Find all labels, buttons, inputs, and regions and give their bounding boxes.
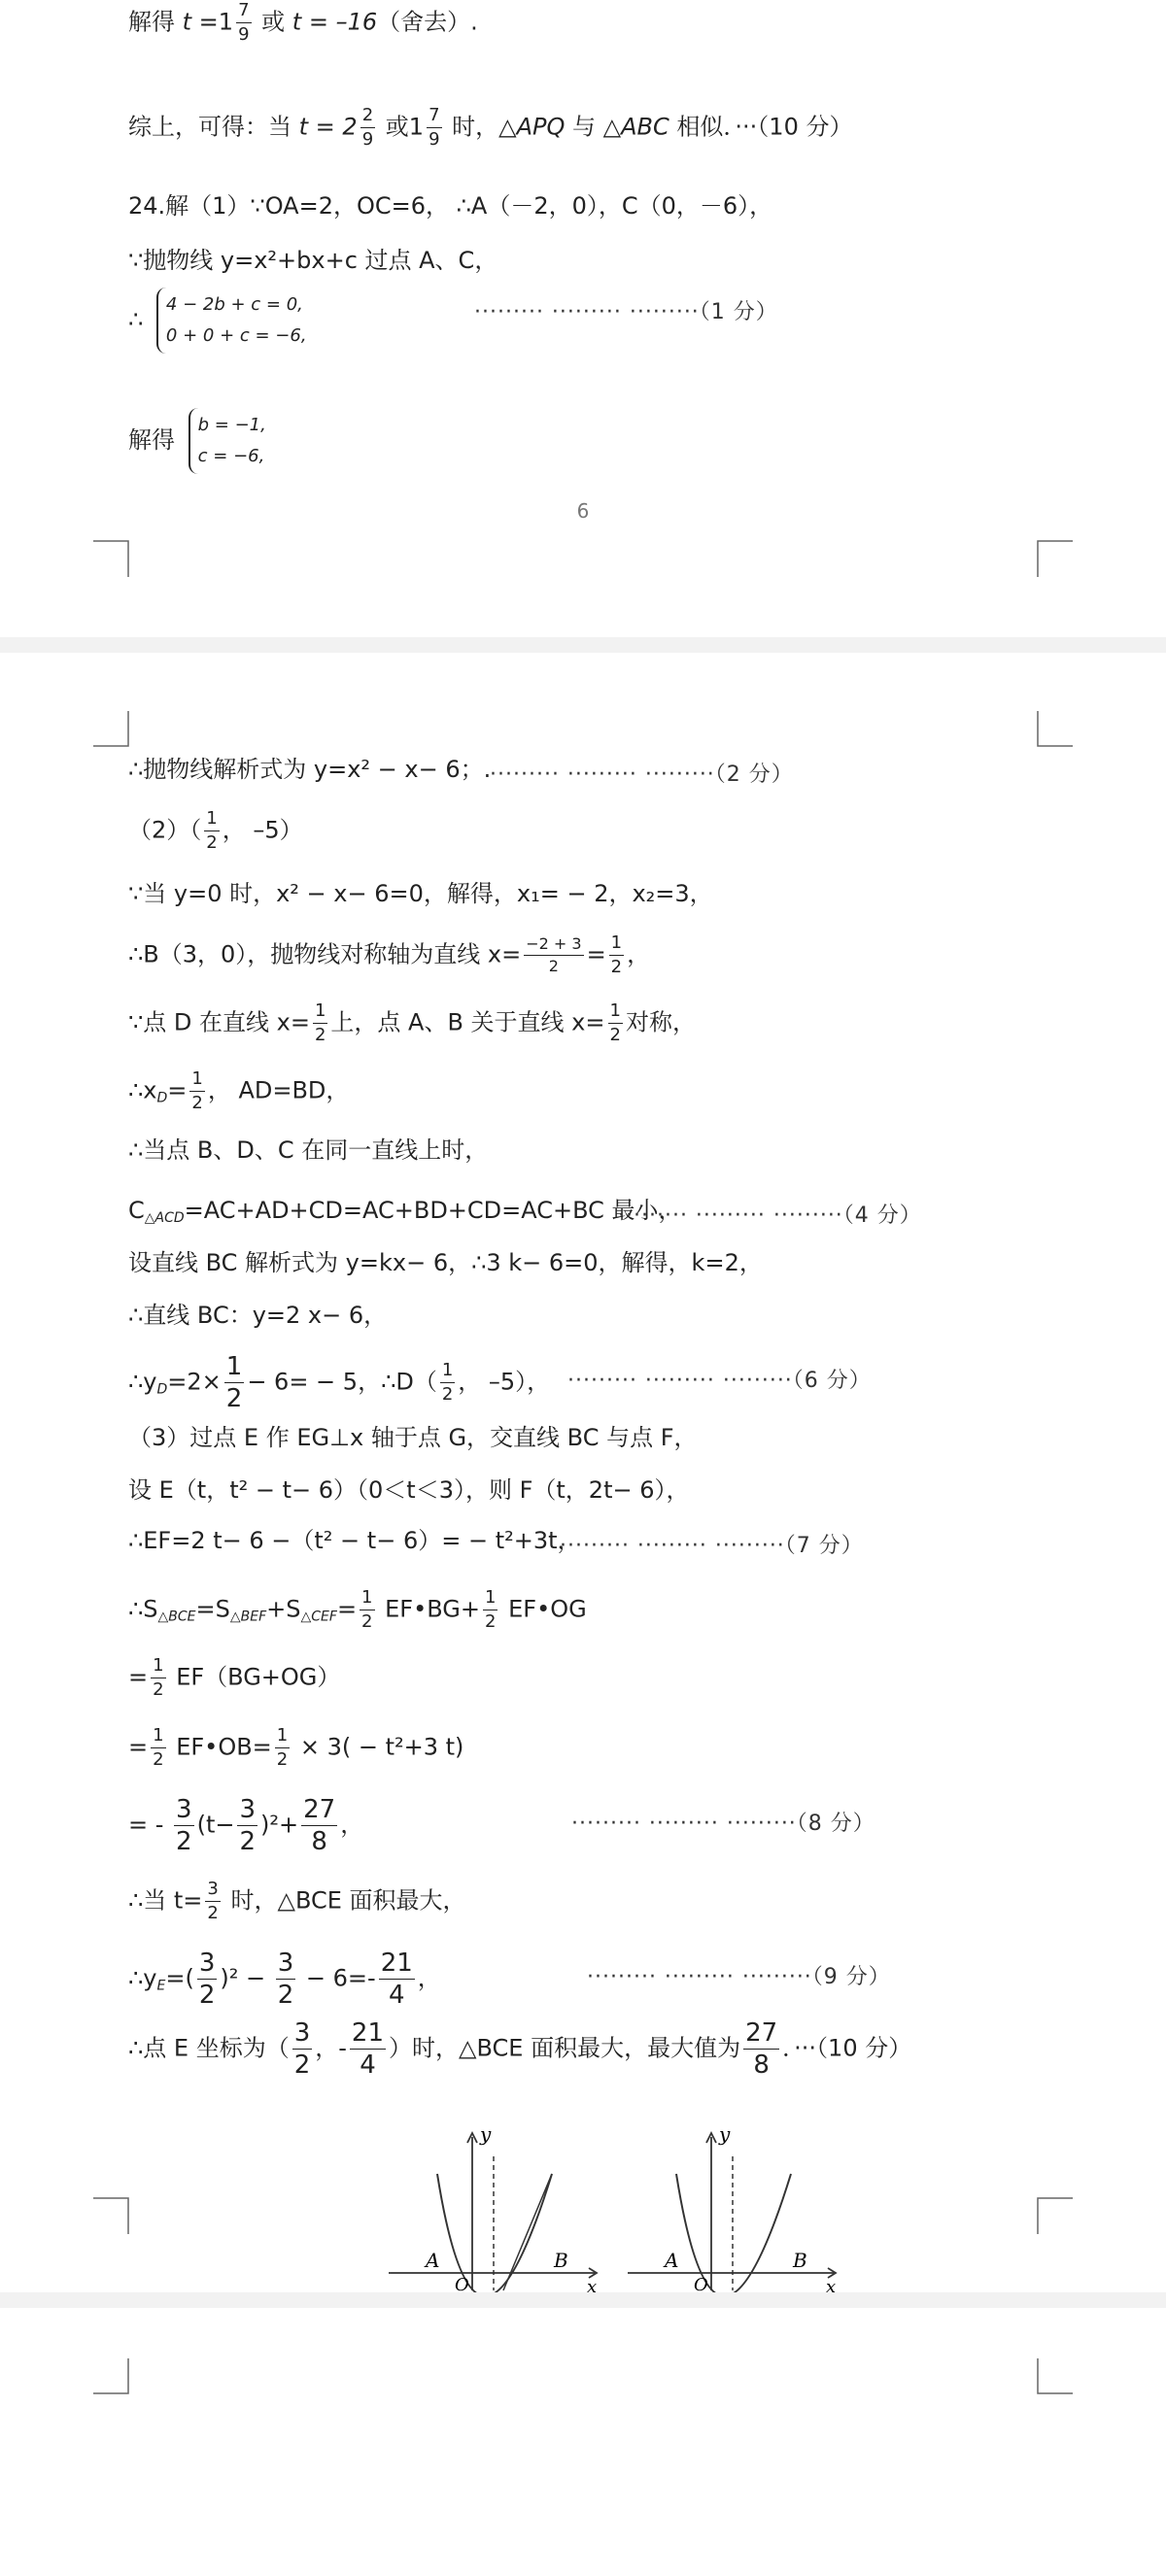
collinear-line: ∴当点 B、D、C 在同一直线上时， (128, 1136, 489, 1164)
solution-system: 解得 b = −1, c = −6, (128, 408, 266, 474)
point-d-line: ∵点 D 在直线 x= $\frac{1}{2}$ 上，点 A、B 关于直线 x= $\frac{1}{2}$ 对称， (128, 1000, 696, 1045)
area-step-3: = $\frac{1}{2}$ EF•OB= $\frac{1}{2}$ × 3( − t²+3 t) (128, 1725, 464, 1770)
point-b-label: B (793, 2249, 807, 2272)
parabola-through-line: ∵抛物线 y=x²+bx+c 过点 A、C， (128, 247, 498, 274)
corner-mark-icon (1036, 711, 1075, 750)
t-solution-line: 解得 t =1 $\frac{7}{9}$ 或 t = –16（舍去）. (128, 0, 478, 45)
document-page-8 (0, 2308, 1166, 2576)
score-2: ········· ········· ·········（2 分） (490, 763, 794, 787)
origin-label: O (694, 2275, 708, 2292)
area-sum-line: $\therefore S_{\triangle BCE}=S_{\triangle BEF}+S_{\triangle CEF}=$ $\frac{1}{2}$ EF•BG+ $\frac{1}{2}$ EF•OG (128, 1587, 587, 1632)
parabola-figure-2 (618, 2127, 841, 2292)
x-axis-label: x (826, 2277, 837, 2292)
corner-mark-icon (93, 540, 132, 579)
corner-mark-icon (93, 2197, 132, 2236)
x-axis-label: x (587, 2277, 598, 2292)
point-a-label: A (426, 2249, 440, 2272)
yd-line: $\therefore y_D=2\times$ $\frac{1}{2}$ − 6= − 5，∴D（ $\frac{1}{2}$ ， –5）， (128, 1352, 551, 1413)
part-3-line: （3）过点 E 作 EG⊥x 轴于点 G，交直线 BC 与点 F， (128, 1424, 698, 1451)
corner-mark-icon (1036, 540, 1075, 579)
document-page-6 (0, 0, 1166, 637)
bc-setup-line: 设直线 BC 解析式为 y=kx− 6，∴3 k− 6=0，解得，k=2， (128, 1249, 763, 1276)
parabola-expression-line: ∴抛物线解析式为 y=x² − x− 6；. (128, 756, 492, 783)
origin-label: O (455, 2275, 469, 2292)
corner-mark-icon (1036, 2358, 1075, 2397)
bc-line: ∴直线 BC：y=2 x− 6， (128, 1302, 388, 1329)
summary-line: 综上，可得：当 t = 2 $\frac{2}{9}$ 或1 $\frac{7}{9}$ 时，△APQ 与 △ABC 相似．···（10 分） (128, 105, 853, 150)
axis-line: ∴B（3，0），抛物线对称轴为直线 x= $\frac{-2 + 3}{2}$ = $\frac{1}{2}$ ， (128, 932, 651, 977)
score-7: ········· ········· ·········（7 分） (560, 1534, 864, 1558)
score-4: ········· ········· ·········（4 分） (618, 1203, 922, 1228)
score-8: ········· ········· ·········（8 分） (571, 1812, 875, 1836)
area-vertex-form: = - $\frac{3}{2}$ (t− $\frac{3}{2}$ )²+ $\frac{27}{8}$ ， (128, 1795, 364, 1856)
corner-mark-icon (93, 2358, 132, 2397)
document-page-7 (0, 653, 1166, 2292)
roots-line: ∵当 y=0 时，x² − x− 6=0，解得，x₁= − 2，x₂=3， (128, 880, 713, 907)
y-axis-label: y (719, 2127, 731, 2146)
score-1: ········· ········· ·········（1 分） (474, 300, 778, 324)
score-9: ········· ········· ·········（9 分） (587, 1965, 891, 1989)
corner-mark-icon (93, 711, 132, 750)
part-2-answer: （2）（ $\frac{1}{2}$ ， –5） (128, 808, 303, 853)
max-t-line: ∴当 t= $\frac{3}{2}$ 时，△BCE 面积最大， (128, 1879, 466, 1923)
parabola-figure-1 (379, 2127, 602, 2292)
question-24-line: 24.解（1）∵OA=2，OC=6， ∴A（－2，0），C（0，－6）， (128, 192, 773, 220)
score-6: ········· ········· ·········（6 分） (567, 1369, 872, 1393)
perimeter-line: $C_{\triangle ACD}=AC+AD+CD=AC+BD+CD=AC+BC$ 最小， (128, 1197, 682, 1226)
xd-line: $\therefore x_D=$ $\frac{1}{2}$ ， AD=BD， (128, 1068, 350, 1113)
set-e-line: 设 E（t，t² − t− 6）（0＜t＜3），则 F（t，2t− 6）， (128, 1476, 690, 1504)
ef-line: ∴EF=2 t− 6 −（t² − t− 6）= − t²+3t， (128, 1527, 581, 1554)
area-step-2: = $\frac{1}{2}$ EF（BG+OG） (128, 1655, 341, 1700)
y-axis-label: y (480, 2127, 492, 2146)
corner-mark-icon (1036, 2197, 1075, 2236)
ye-line: $\therefore y_E=$( $\frac{3}{2}$ )² − $\frac{3}{2}$ − 6=- $\frac{21}{4}$ ， (128, 1949, 441, 2010)
equation-system: ∴ 4 − 2b + c = 0, 0 + 0 + c = −6, (128, 288, 307, 354)
point-b-label: B (554, 2249, 568, 2272)
final-answer-line: ∴点 E 坐标为（ $\frac{3}{2}$ ，- $\frac{21}{4}$ ）时，△BCE 面积最大，最大值为 $\frac{27}{8}$ ．···（10 分） (128, 2018, 912, 2080)
point-a-label: A (665, 2249, 679, 2272)
page-number: 6 (576, 499, 590, 523)
